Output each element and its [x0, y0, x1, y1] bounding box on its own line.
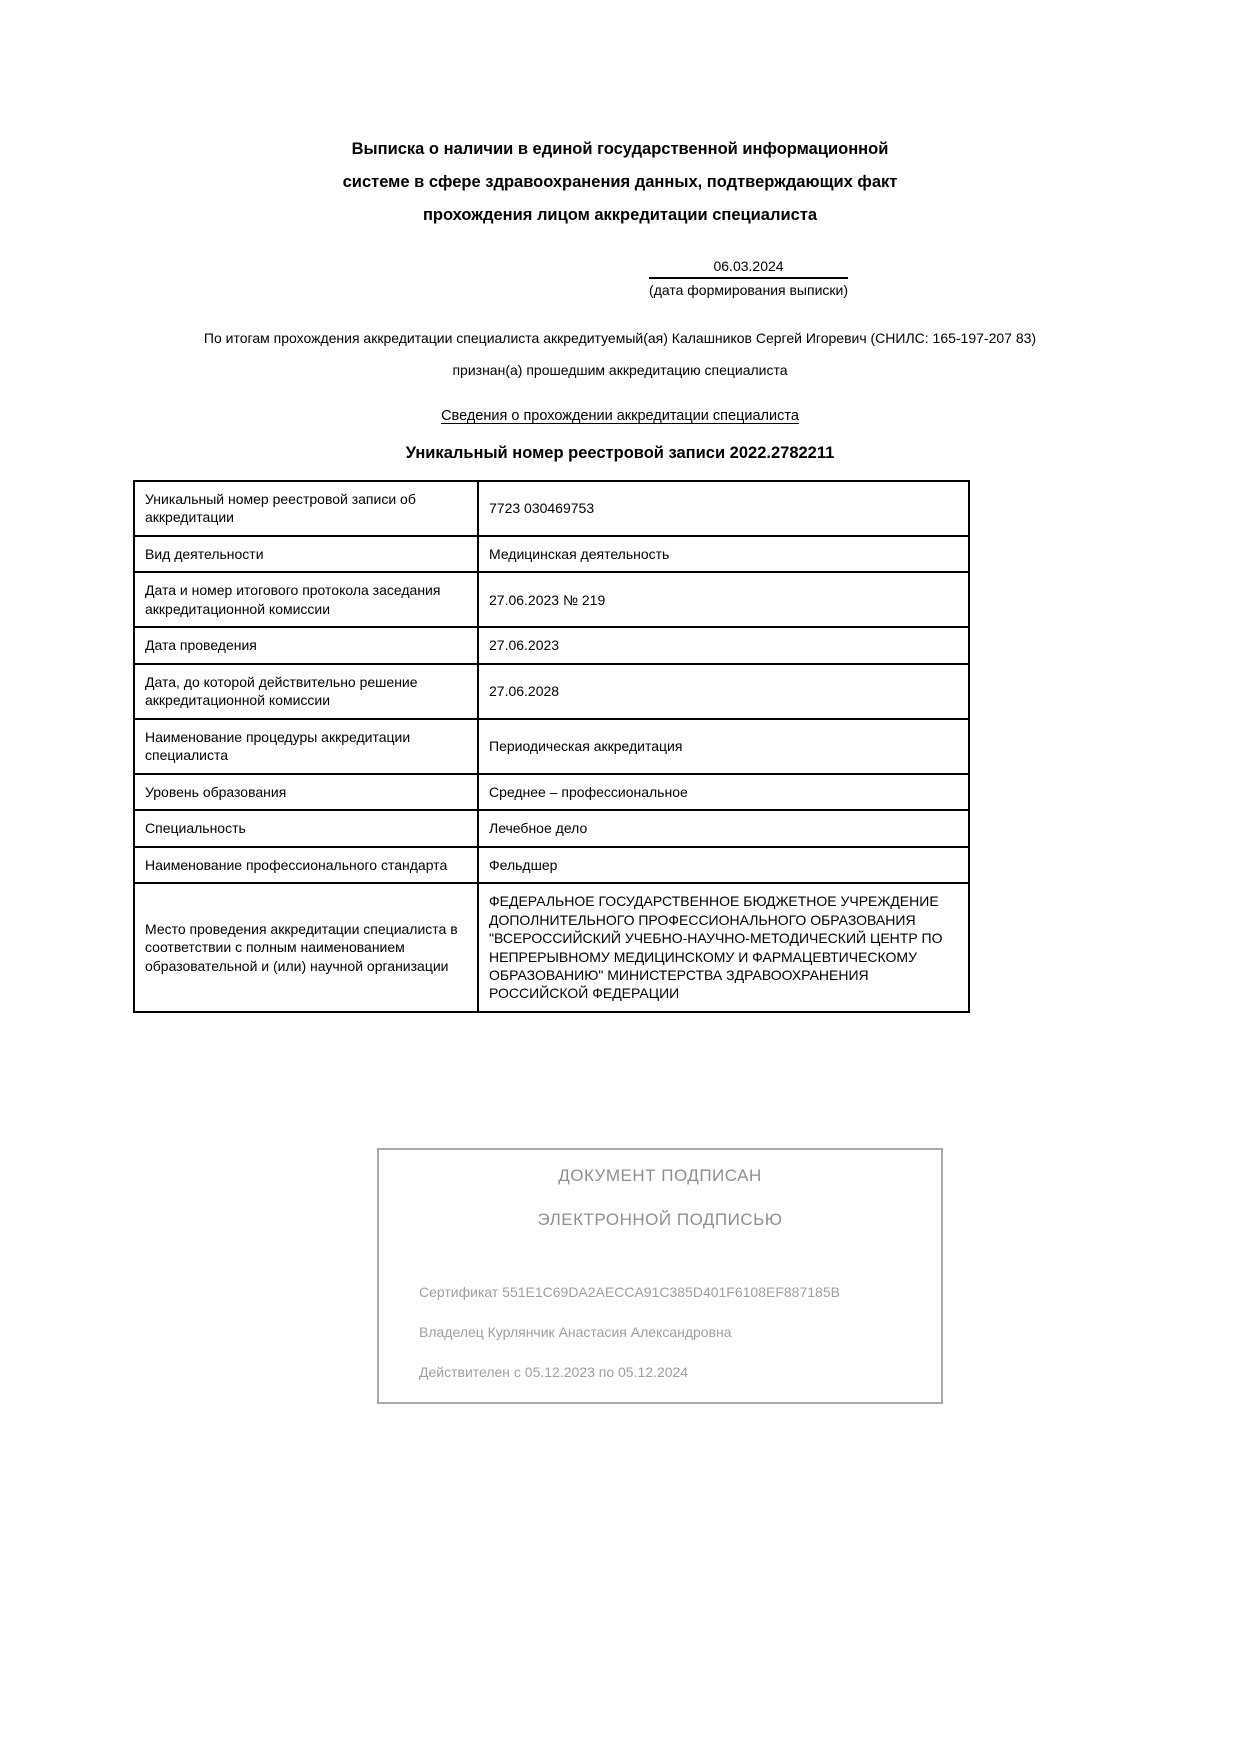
- row-value-cell: 27.06.2023 № 219: [478, 572, 969, 627]
- row-label-cell: Дата проведения: [134, 627, 478, 663]
- table-row: [134, 719, 969, 774]
- table-row: [134, 774, 969, 810]
- page-title-line: Выписка о наличии в единой государственной информационной: [351, 140, 889, 158]
- table-row: [134, 627, 969, 663]
- signature-title-line-2: ЭЛЕКТРОННОЙ ПОДПИСЬЮ: [537, 1209, 783, 1229]
- owner-line: Владелец Курлянчик Анастасия Александровна: [419, 1323, 732, 1340]
- table-row: [134, 664, 969, 719]
- row-value-cell: Медицинская деятельность: [478, 536, 969, 572]
- issue-date-caption: (дата формирования выписки): [649, 282, 848, 298]
- section-heading: Сведения о прохождении аккредитации специалиста: [441, 408, 799, 424]
- row-label-cell: Наименование процедуры аккредитации специалиста: [134, 719, 478, 774]
- page-title-line: системе в сфере здравоохранения данных, подтверждающих факт: [342, 173, 898, 191]
- certificate-line: Сертификат 551E1C69DA2AECCA91C385D401F6108EF887185B: [419, 1283, 840, 1300]
- row-label-cell: Уникальный номер реестровой записи об аккредитации: [134, 481, 478, 536]
- intro-paragraph: [178, 322, 1062, 386]
- table-row: [134, 536, 969, 572]
- row-label-cell: Дата и номер итогового протокола заседания аккредитационной комиссии: [134, 572, 478, 627]
- row-value-cell: Фельдшер: [478, 847, 969, 883]
- row-label-cell: Место проведения аккредитации специалиста в соответствии с полным наименованием образовательной и (или) научной организации: [134, 883, 478, 1012]
- row-label-cell: Вид деятельности: [134, 536, 478, 572]
- row-value-cell: Периодическая аккредитация: [478, 719, 969, 774]
- row-value-cell: ФЕДЕРАЛЬНОЕ ГОСУДАРСТВЕННОЕ БЮДЖЕТНОЕ УЧРЕЖДЕНИЕ ДОПОЛНИТЕЛЬНОГО ПРОФЕССИОНАЛЬНОГО ОБРАЗОВАНИЯ "ВСЕРОССИЙСКИЙ УЧЕБНО-НАУЧНО-МЕТОДИЧЕСКИЙ ЦЕНТР ПО НЕПРЕРЫВНОМУ МЕДИЦИНСКОМУ И ФАРМАЦЕВТИЧЕСКОМУ ОБРАЗОВАНИЮ" МИНИСТЕРСТВА ЗДРАВООХРАНЕНИЯ РОССИЙСКОЙ ФЕДЕРАЦИИ: [478, 883, 969, 1012]
- table-row: [134, 847, 969, 883]
- issue-date-value: 06.03.2024: [649, 258, 848, 279]
- accreditation-table: [133, 480, 970, 1013]
- table-row: [134, 810, 969, 846]
- table-row: [134, 883, 969, 1012]
- table-row: [134, 572, 969, 627]
- row-label-cell: Специальность: [134, 810, 478, 846]
- record-number-heading: Уникальный номер реестровой записи 2022.2782211: [405, 444, 835, 462]
- issue-date-block: [649, 258, 848, 298]
- validity-line: Действителен с 05.12.2023 по 05.12.2024: [419, 1363, 689, 1380]
- page-title: [0, 133, 1240, 232]
- page-title-line: прохождения лицом аккредитации специалиста: [422, 206, 818, 224]
- row-value-cell: 7723 030469753: [478, 481, 969, 536]
- row-value-cell: Лечебное дело: [478, 810, 969, 846]
- row-value-cell: 27.06.2028: [478, 664, 969, 719]
- row-label-cell: Уровень образования: [134, 774, 478, 810]
- row-label-cell: Дата, до которой действительно решение аккредитационной комиссии: [134, 664, 478, 719]
- row-value-cell: 27.06.2023: [478, 627, 969, 663]
- signature-title-line-1: ДОКУМЕНТ ПОДПИСАН: [558, 1165, 762, 1185]
- intro-line: По итогам прохождения аккредитации специалиста аккредитуемый(ая) Калашников Сергей Игоревич (СНИЛС: 165-197-207 83): [203, 330, 1037, 346]
- row-value-cell: Среднее – профессиональное: [478, 774, 969, 810]
- table-row: [134, 481, 969, 536]
- digital-signature-box: [377, 1148, 943, 1404]
- intro-line: признан(а) прошедшим аккредитацию специалиста: [452, 362, 788, 378]
- row-label-cell: Наименование профессионального стандарта: [134, 847, 478, 883]
